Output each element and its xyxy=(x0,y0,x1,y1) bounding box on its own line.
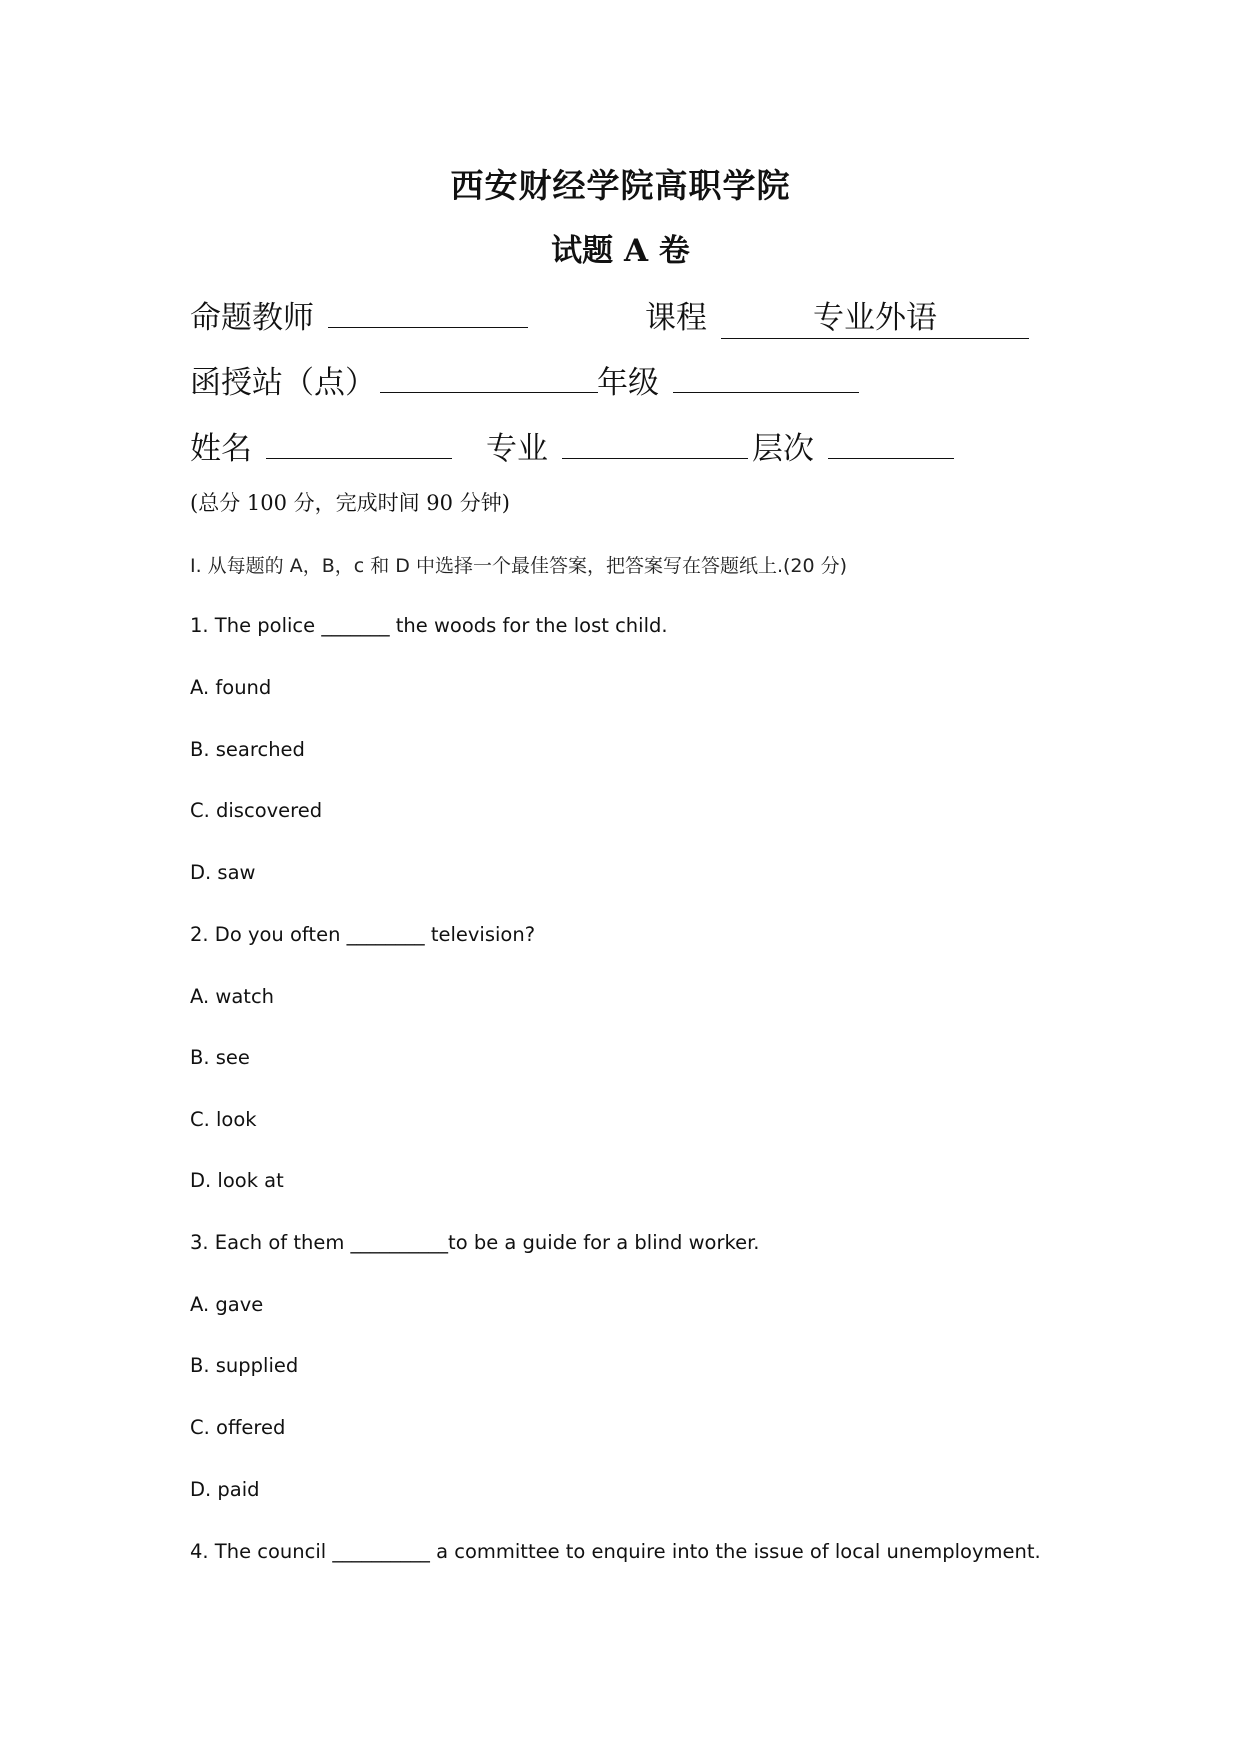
question-stem: 2. Do you often ________ television? xyxy=(190,923,536,946)
answer-option: B. supplied xyxy=(190,1354,299,1377)
question-stem: 3. Each of them __________to be a guide for a blind worker. xyxy=(190,1231,760,1254)
grade-blank[interactable] xyxy=(673,366,859,393)
name-blank[interactable] xyxy=(266,432,452,459)
teacher-blank[interactable] xyxy=(328,301,528,328)
question-stem: 1. The police _______ the woods for the lost child. xyxy=(190,614,668,637)
institution-title: 西安财经学院高职学院 xyxy=(450,166,791,205)
teacher-field xyxy=(190,292,528,337)
name-label: 姓名 xyxy=(190,431,252,467)
score-time-note: (总分 100 分，完成时间 90 分钟) xyxy=(190,491,510,515)
answer-option: A. found xyxy=(190,676,272,699)
answer-option: D. paid xyxy=(190,1478,260,1501)
course-label: 课程 xyxy=(645,300,707,336)
station-label: 函授站（点） xyxy=(190,365,376,401)
course-blank[interactable] xyxy=(721,292,1029,339)
answer-option: B. searched xyxy=(190,738,305,761)
answer-option: C. offered xyxy=(190,1416,286,1439)
grade-label: 年级 xyxy=(597,365,659,401)
paper-title: 试题 A 卷 xyxy=(551,233,690,269)
answer-option: A. gave xyxy=(190,1293,264,1316)
level-blank[interactable] xyxy=(828,432,954,459)
teacher-label: 命题教师 xyxy=(190,300,314,336)
grade-field xyxy=(597,357,859,402)
question-stem: 4. The council __________ a committee to enquire into the issue of local unemployment. xyxy=(190,1540,1041,1563)
station-field xyxy=(190,357,598,402)
answer-option: C. discovered xyxy=(190,799,323,822)
section-instruction: Ⅰ. 从每题的 A，B，c 和 D 中选择一个最佳答案，把答案写在答题纸上.(20 分) xyxy=(190,555,848,577)
answer-option: A. watch xyxy=(190,985,275,1008)
level-field xyxy=(752,423,954,468)
station-blank[interactable] xyxy=(380,366,598,393)
answer-option: B. see xyxy=(190,1046,250,1069)
major-label: 专业 xyxy=(486,431,548,467)
answer-option: D. saw xyxy=(190,861,256,884)
major-blank[interactable] xyxy=(562,432,748,459)
course-value: 专业外语 xyxy=(813,300,937,336)
name-field xyxy=(190,423,452,468)
answer-option: D. look at xyxy=(190,1169,284,1192)
major-field xyxy=(486,423,748,468)
course-field xyxy=(645,292,1029,339)
answer-option: C. look xyxy=(190,1108,257,1131)
level-label: 层次 xyxy=(752,431,814,467)
